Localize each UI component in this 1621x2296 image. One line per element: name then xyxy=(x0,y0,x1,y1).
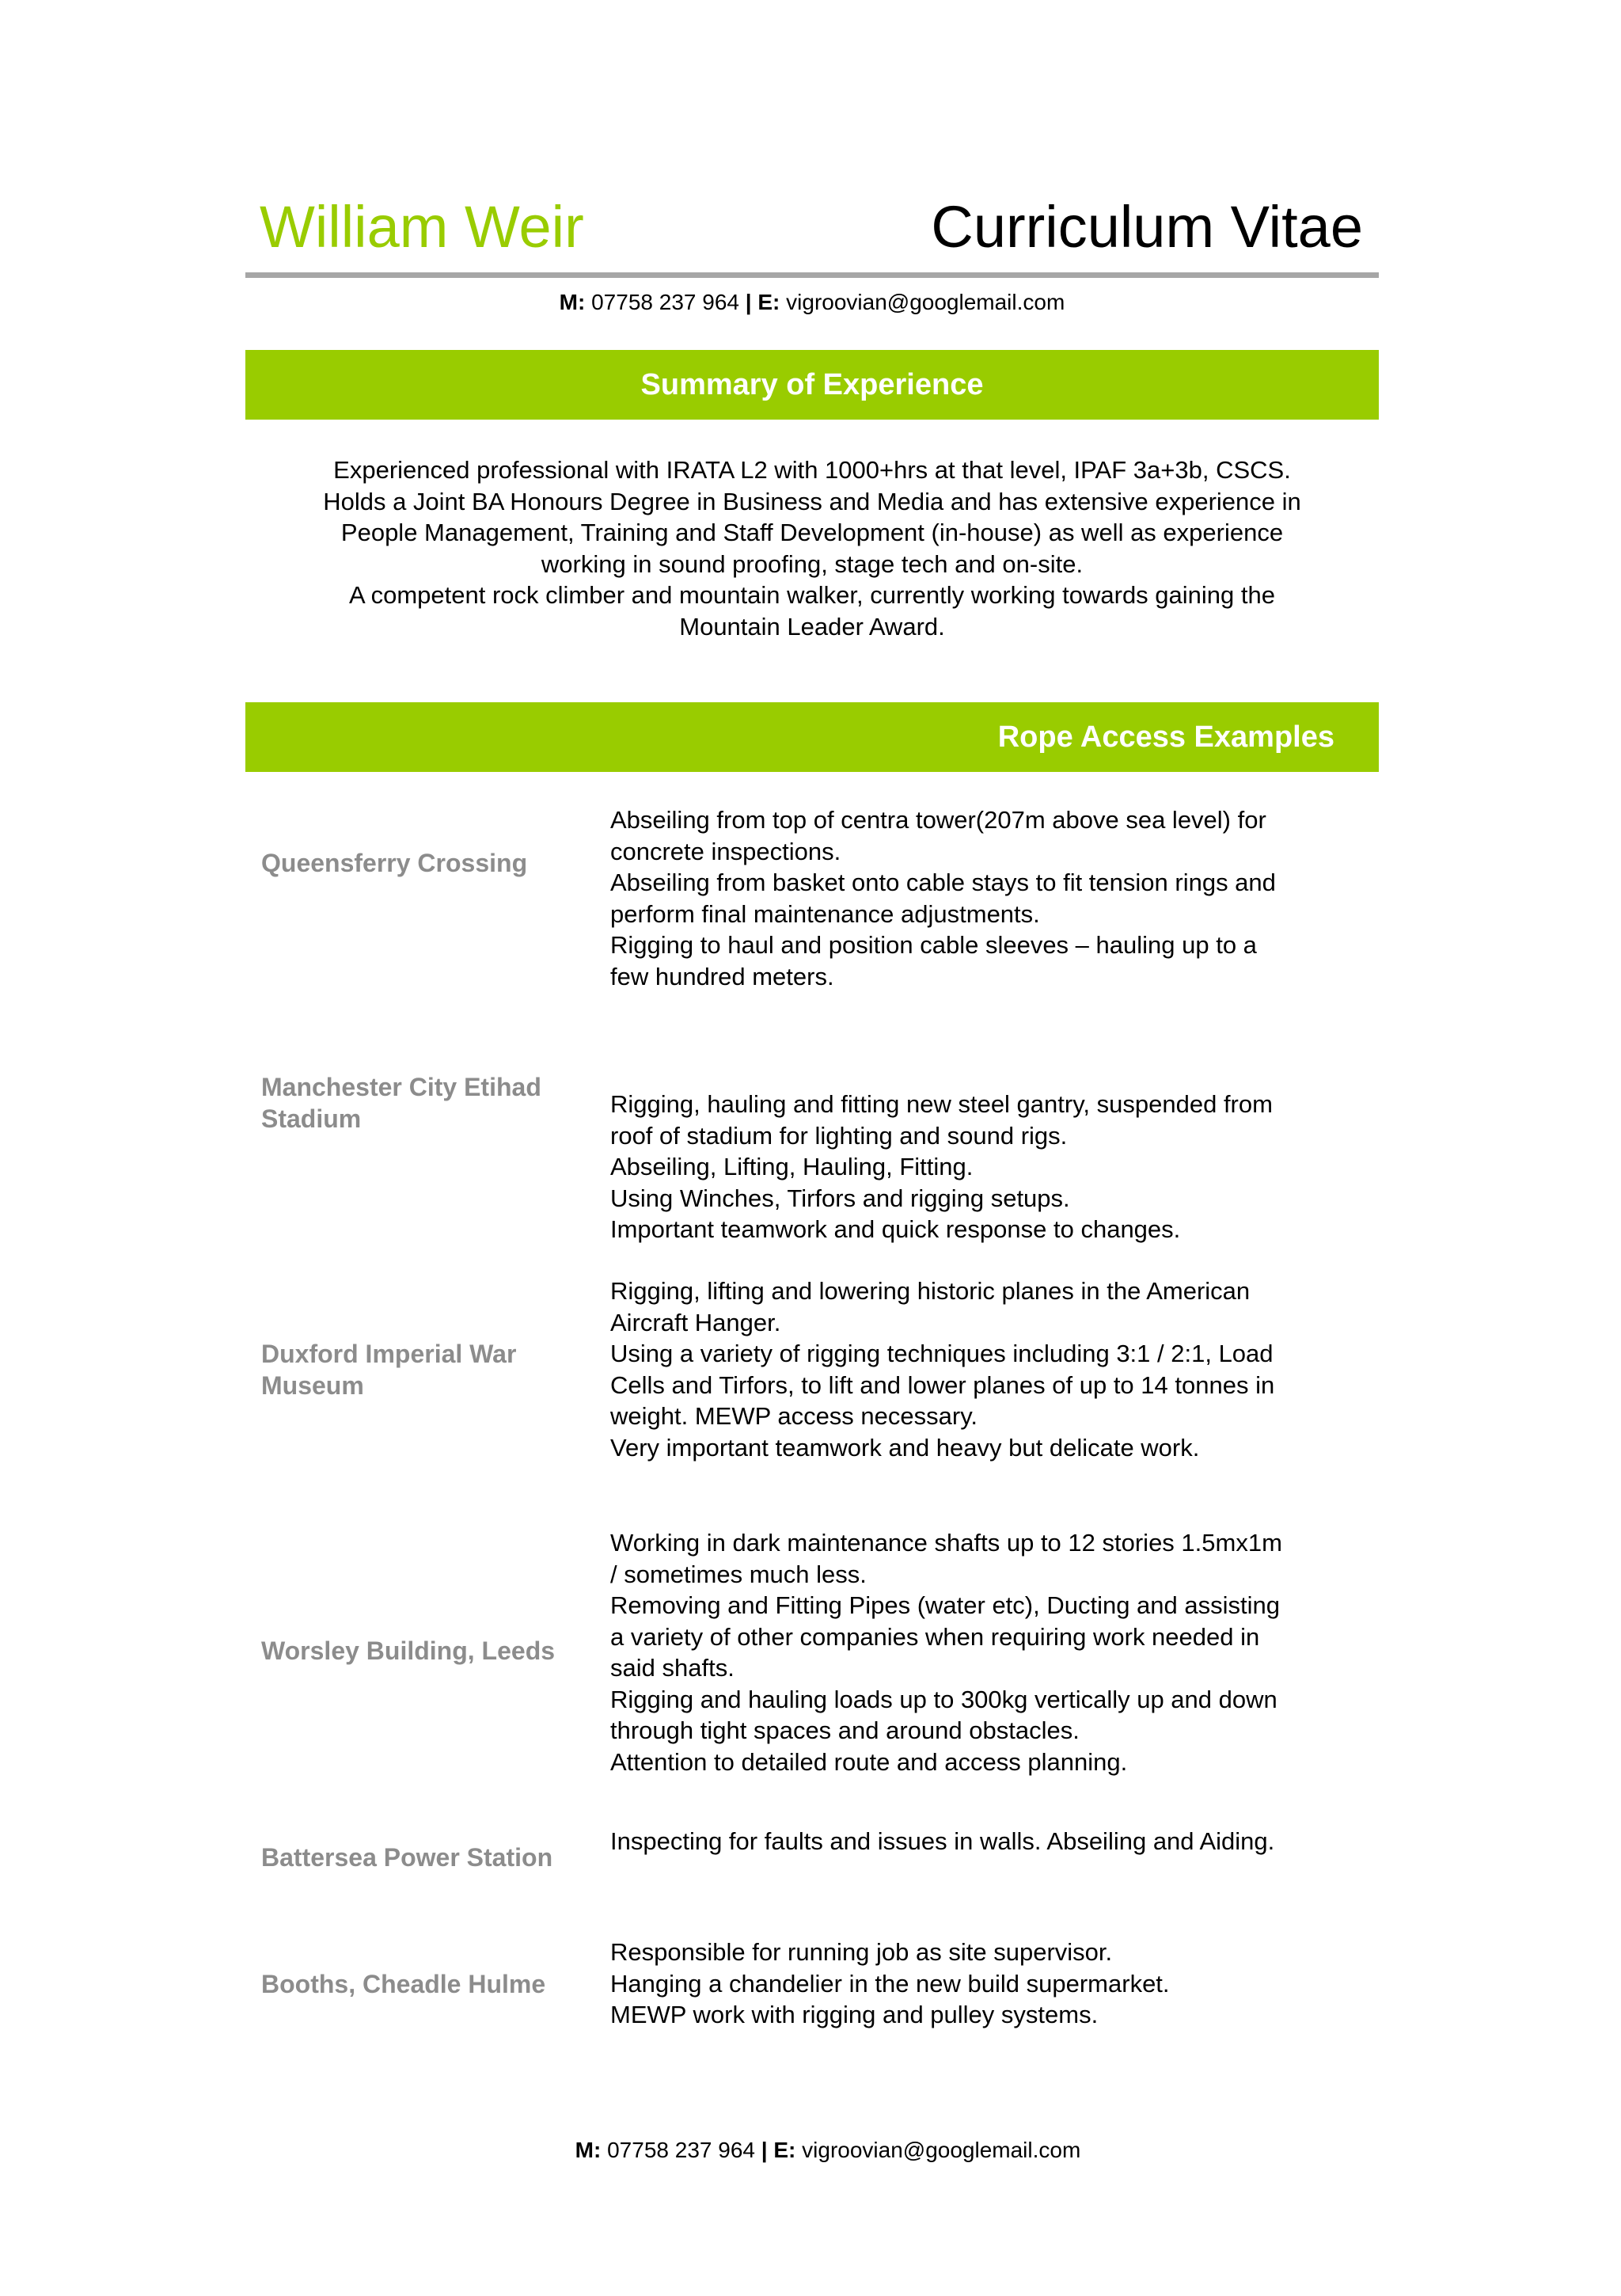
project-description xyxy=(610,1089,1370,1245)
description-line: Responsible for running job as site supervisor. xyxy=(610,1938,1113,1966)
email-address: vigroovian@googlemail.com xyxy=(802,2138,1081,2162)
description-line: Using Winches, Tirfors and rigging setups. xyxy=(610,1184,1070,1212)
description-line: Rigging and hauling loads up to 300kg vertically up and down xyxy=(610,1685,1277,1713)
summary-line: A competent rock climber and mountain walker, currently working towards gaining the xyxy=(349,581,1275,609)
title-divider xyxy=(245,272,1379,278)
description-line: Aircraft Hanger. xyxy=(610,1308,781,1336)
mobile-label: M: xyxy=(575,2138,602,2162)
contact-line-top xyxy=(245,291,1379,314)
summary-line: Experienced professional with IRATA L2 with 1000+hrs at that level, IPAF 3a+3b, CSCS. xyxy=(333,456,1291,484)
description-line: MEWP work with rigging and pulley systems. xyxy=(610,2001,1099,2028)
document-title: Curriculum Vitae xyxy=(931,194,1363,260)
description-line: Hanging a chandelier in the new build supermarket. xyxy=(610,1969,1170,1998)
project-name: Battersea Power Station xyxy=(261,1843,553,1872)
description-line: a variety of other companies when requiring work needed in xyxy=(610,1622,1260,1651)
contact-line-bottom xyxy=(261,2139,1395,2161)
description-line: concrete inspections. xyxy=(610,837,841,865)
project-description xyxy=(610,804,1370,992)
description-line: Using a variety of rigging techniques including 3:1 / 2:1, Load xyxy=(610,1340,1274,1367)
mobile-number: 07758 237 964 xyxy=(591,290,739,314)
description-line: Rigging, hauling and fitting new steel gantry, suspended from xyxy=(610,1090,1273,1118)
description-line: few hundred meters. xyxy=(610,962,834,990)
project-name: Worsley Building, Leeds xyxy=(261,1636,556,1665)
contact-separator: | xyxy=(761,2138,768,2162)
email-label: E: xyxy=(757,290,780,314)
description-line: Attention to detailed route and access planning. xyxy=(610,1747,1128,1776)
description-line: / sometimes much less. xyxy=(610,1560,867,1588)
summary-line: Mountain Leader Award. xyxy=(679,612,945,641)
project-description xyxy=(610,1826,1370,1857)
summary-line: working in sound proofing, stage tech and on-site. xyxy=(541,549,1084,578)
description-line: Abseiling, Lifting, Hauling, Fitting. xyxy=(610,1153,974,1180)
description-line: Working in dark maintenance shafts up to 12 stories 1.5mx1m xyxy=(610,1529,1282,1557)
mobile-number: 07758 237 964 xyxy=(607,2138,755,2162)
project-name: Duxford Imperial War Museum xyxy=(261,1340,517,1400)
description-line: Very important teamwork and heavy but delicate work. xyxy=(610,1433,1200,1462)
project-name: Booths, Cheadle Hulme xyxy=(261,1970,546,1998)
contact-separator: | xyxy=(745,290,752,314)
description-line: weight. MEWP access necessary. xyxy=(610,1402,978,1430)
summary-heading: Summary of Experience xyxy=(245,350,1379,420)
summary-text xyxy=(261,454,1363,642)
summary-line: People Management, Training and Staff Development (in-house) as well as experience xyxy=(340,519,1284,546)
description-line: roof of stadium for lighting and sound rigs. xyxy=(610,1121,1068,1150)
email-address: vigroovian@googlemail.com xyxy=(786,290,1065,314)
candidate-name: William Weir xyxy=(260,194,584,260)
description-line: Rigging, lifting and lowering historic planes in the American xyxy=(610,1277,1251,1305)
description-line: through tight spaces and around obstacles. xyxy=(610,1716,1080,1744)
email-label: E: xyxy=(773,2138,796,2162)
description-line: Important teamwork and quick response to changes. xyxy=(610,1215,1181,1243)
description-line: Inspecting for faults and issues in walls. Abseiling and Aiding. xyxy=(610,1827,1275,1855)
summary-line: Holds a Joint BA Honours Degree in Business and Media and has extensive experience in xyxy=(323,487,1301,515)
description-line: Cells and Tirfors, to lift and lower planes of up to 14 tonnes in xyxy=(610,1370,1275,1399)
description-line: Rigging to haul and position cable sleeves – hauling up to a xyxy=(610,931,1257,959)
mobile-label: M: xyxy=(559,290,586,314)
description-line: perform final maintenance adjustments. xyxy=(610,899,1040,928)
project-description xyxy=(610,1275,1370,1463)
description-line: said shafts. xyxy=(610,1654,735,1682)
project-name: Manchester City Etihad Stadium xyxy=(261,1073,541,1133)
rope-access-heading: Rope Access Examples xyxy=(245,702,1379,772)
project-description xyxy=(610,1527,1370,1777)
description-line: Abseiling from top of centra tower(207m above sea level) for xyxy=(610,806,1266,834)
project-description xyxy=(610,1937,1370,2031)
description-line: Removing and Fitting Pipes (water etc), Ducting and assisting xyxy=(610,1591,1281,1619)
project-name: Queensferry Crossing xyxy=(261,849,528,877)
description-line: Abseiling from basket onto cable stays to fit tension rings and xyxy=(610,869,1276,896)
